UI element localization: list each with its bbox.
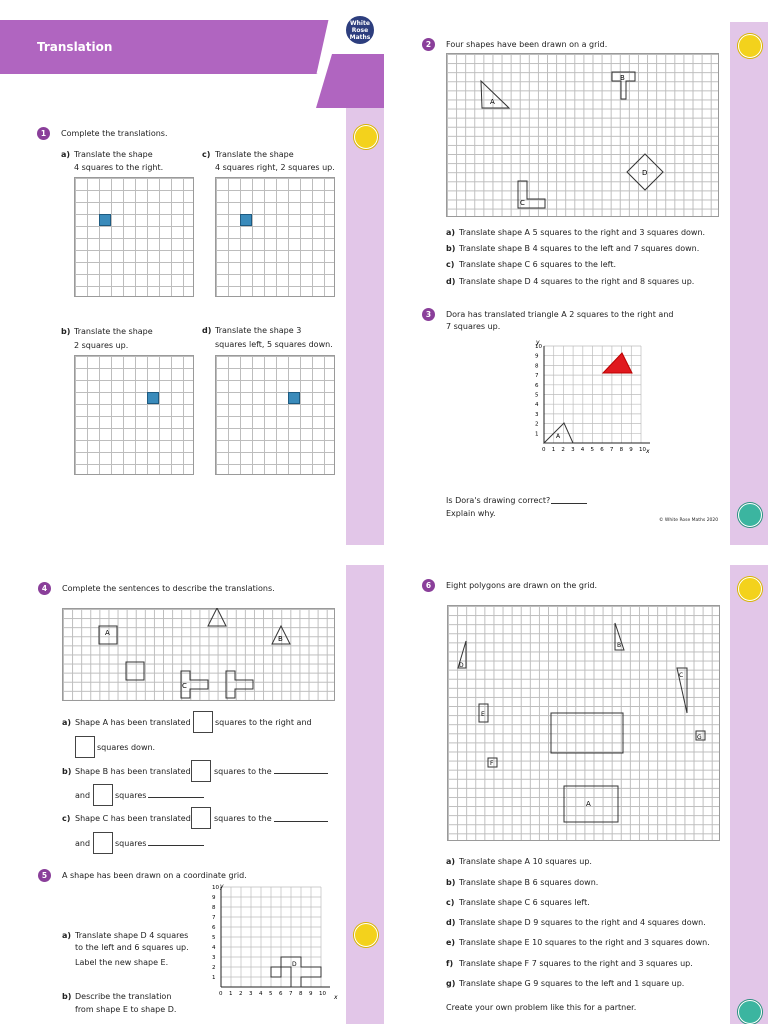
pencil-icon	[354, 923, 378, 947]
y-tick-label: 1	[212, 975, 216, 981]
y-tick-label: 8	[212, 905, 216, 911]
q4a-label: a)	[62, 718, 72, 727]
x-tick-label: 7	[289, 991, 293, 997]
x-tick-label: 8	[299, 991, 303, 997]
q4b-label: b)	[62, 767, 72, 776]
x-tick-label: 3	[249, 991, 253, 997]
x-tick-label: 9	[629, 447, 633, 453]
q3-label-a: A	[556, 433, 561, 440]
q4a-text-2: squares to the right and	[215, 718, 312, 727]
q6c-text: Translate shape C 6 squares left.	[459, 898, 590, 907]
x-tick-label: 4	[580, 447, 585, 453]
y-tick-label: 9	[212, 895, 216, 901]
q1a-line1: Translate the shape	[74, 150, 153, 159]
q3-prompt-1: Dora has translated triangle A 2 squares to the right and	[446, 310, 674, 319]
question-number-6: 6	[422, 579, 435, 592]
q2-prompt: Four shapes have been drawn on a grid.	[446, 40, 608, 49]
q2-shape-a	[481, 81, 509, 108]
q6b-text: Translate shape B 6 squares down.	[459, 878, 599, 887]
x-tick-label: 3	[571, 447, 575, 453]
q4-shape-c-image	[226, 671, 253, 698]
q3-axis-x-label: x	[646, 448, 650, 455]
title-banner	[0, 0, 384, 110]
x-tick-label: 2	[561, 447, 565, 453]
q6-label-d: D	[459, 662, 464, 669]
q3-explain: Explain why.	[446, 509, 496, 518]
q4b-answer-box-1[interactable]	[191, 760, 211, 782]
question-number-3: 3	[422, 308, 435, 321]
x-tick-label: 10	[319, 991, 326, 997]
pencil-icon	[738, 34, 762, 58]
y-tick-label: 9	[535, 353, 539, 360]
q2-label-a: A	[490, 98, 495, 106]
x-tick-label: 8	[619, 447, 624, 453]
q5b-line1: Describe the translation	[75, 992, 172, 1001]
q5-coordinate-grid[interactable]	[208, 884, 348, 1004]
grid-1c[interactable]	[215, 177, 335, 297]
q1b-line1: Translate the shape	[74, 327, 153, 336]
q1b-line2: 2 squares up.	[74, 341, 129, 350]
grid-1a[interactable]	[74, 177, 194, 297]
question-number-1: 1	[37, 127, 50, 140]
q5-axis-y-label: y	[220, 884, 224, 890]
q2a-text: Translate shape A 5 squares to the right and 3 squares down.	[459, 228, 706, 237]
q6d-text: Translate shape D 9 squares to the right and 4 squares down.	[459, 918, 706, 927]
q1d-label: d)	[202, 326, 212, 335]
q4c-text-1: Shape C has been translated	[75, 814, 191, 823]
q5a-line3: Label the new shape E.	[75, 958, 169, 967]
grid-q4[interactable]	[62, 608, 335, 701]
q4b-text-4: squares	[115, 791, 147, 800]
q6a-label: a)	[446, 857, 456, 866]
q6c-label: c)	[446, 898, 455, 907]
q6-footer: Create your own problem like this for a partner.	[446, 1003, 637, 1012]
q4c-answer-box-1[interactable]	[191, 807, 211, 829]
q1b-label: b)	[61, 327, 71, 336]
q6e-text: Translate shape E 10 squares to the right and 3 squares down.	[459, 938, 710, 947]
q6-shape-a	[564, 786, 618, 822]
q2c-text: Translate shape C 6 squares to the left.	[459, 260, 617, 269]
pencil-icon	[354, 125, 378, 149]
q4-label-c: C	[182, 682, 187, 690]
grid-q6[interactable]	[447, 605, 720, 841]
teacup-icon	[738, 1000, 762, 1024]
q1c-label: c)	[202, 150, 211, 159]
x-tick-label: 0	[219, 991, 223, 997]
q4-prompt: Complete the sentences to describe the translations.	[62, 584, 275, 593]
q6-label-b: B	[617, 642, 622, 649]
q1a-label: a)	[61, 150, 71, 159]
x-tick-label: 7	[609, 447, 614, 453]
x-tick-label: 9	[309, 991, 313, 997]
y-tick-label: 2	[535, 421, 539, 428]
q4c-direction-line-1[interactable]	[274, 821, 328, 822]
q4a-text-1: Shape A has been translated	[75, 718, 191, 727]
grid-1b[interactable]	[74, 355, 194, 475]
q6e-label: e)	[446, 938, 456, 947]
q3-prompt-2: 7 squares up.	[446, 322, 501, 331]
q5b-line2: from shape E to shape D.	[75, 1005, 177, 1014]
y-tick-label: 2	[212, 965, 216, 971]
q4b-direction-line-2[interactable]	[148, 797, 204, 798]
q4a-answer-box-1[interactable]	[193, 711, 213, 733]
x-tick-label: 0	[542, 447, 546, 453]
question-number-2: 2	[422, 38, 435, 51]
y-tick-label: 6	[212, 925, 216, 931]
q2-label-d: D	[642, 169, 648, 177]
y-tick-label: 6	[535, 382, 539, 389]
worksheet-page-3	[0, 565, 384, 1024]
q4c-text-4: squares	[115, 839, 147, 848]
q4b-text-3: and	[75, 791, 91, 800]
q1-prompt: Complete the translations.	[61, 129, 168, 138]
q5-label-d: D	[292, 961, 297, 968]
q1c-line1: Translate the shape	[215, 150, 294, 159]
q5a-label: a)	[62, 931, 72, 940]
q2b-label: b)	[446, 244, 456, 253]
q2-label-b: B	[620, 74, 625, 82]
x-tick-label: 5	[590, 447, 594, 453]
x-tick-label: 10	[639, 447, 646, 453]
worksheet-page-1	[0, 0, 384, 545]
page-title: Translation	[37, 40, 113, 54]
y-tick-label: 3	[535, 411, 539, 418]
q6-label-f: F	[490, 760, 494, 767]
x-tick-label: 1	[229, 991, 233, 997]
q3-answer-line[interactable]	[551, 503, 587, 504]
q4-label-a: A	[105, 629, 110, 637]
q2c-label: c)	[446, 260, 455, 269]
q3-axis-y-label: y	[536, 340, 540, 346]
y-tick-label: 7	[535, 373, 539, 380]
q4-label-b: B	[278, 635, 283, 643]
q6d-label: d)	[446, 918, 456, 927]
q6g-label: g)	[446, 979, 456, 988]
q5b-label: b)	[62, 992, 72, 1001]
q4b-direction-line-1[interactable]	[274, 773, 328, 774]
y-tick-label: 7	[212, 915, 216, 921]
x-tick-label: 5	[269, 991, 273, 997]
q6-label-e: E	[481, 711, 485, 718]
q1d-line2: squares left, 5 squares down.	[215, 340, 333, 349]
x-tick-label: 1	[551, 447, 556, 453]
q6f-text: Translate shape F 7 squares to the right and 3 squares up.	[459, 959, 693, 968]
q6f-label: f)	[446, 959, 454, 968]
side-strip	[730, 22, 768, 545]
q4b-text-2: squares to the	[214, 767, 272, 776]
q5a-line1: Translate shape D 4 squares	[75, 931, 189, 940]
q2b-text: Translate shape B 4 squares to the left and 7 squares down.	[459, 244, 700, 253]
q6-label-a: A	[586, 800, 591, 808]
q6g-text: Translate shape G 9 squares to the left and 1 square up.	[459, 979, 685, 988]
y-tick-label: 5	[212, 935, 216, 941]
q4c-direction-line-2[interactable]	[148, 845, 204, 846]
grid-q2[interactable]	[446, 53, 719, 217]
q4b-answer-box-2[interactable]	[93, 784, 113, 806]
q2d-text: Translate shape D 4 squares to the right and 8 squares up.	[459, 277, 695, 286]
q4a-answer-box-2[interactable]	[75, 736, 95, 758]
side-strip	[730, 565, 768, 1024]
q6b-label: b)	[446, 878, 456, 887]
y-tick-label: 10	[212, 885, 219, 891]
q5-axis-x-label: x	[334, 994, 338, 1001]
grid-1d[interactable]	[215, 355, 335, 475]
q6-label-c: C	[679, 672, 684, 679]
question-number-5: 5	[38, 869, 51, 882]
q4c-text-3: and	[75, 839, 91, 848]
q4-shape-b-image	[208, 608, 226, 626]
question-number-4: 4	[38, 582, 51, 595]
y-tick-label: 8	[535, 363, 539, 370]
q1c-line2: 4 squares right, 2 squares up.	[215, 163, 335, 172]
q4c-answer-box-2[interactable]	[93, 832, 113, 854]
q2a-label: a)	[446, 228, 456, 237]
y-tick-label: 1	[535, 431, 539, 438]
y-tick-label: 10	[535, 344, 542, 350]
q2-label-c: C	[520, 199, 525, 207]
y-tick-label: 5	[535, 392, 539, 399]
x-tick-label: 6	[600, 447, 604, 453]
pencil-icon	[738, 577, 762, 601]
q4b-text-1: Shape B has been translated	[75, 767, 191, 776]
q5a-line2: to the left and 6 squares up.	[75, 943, 189, 952]
q6-shape-h	[551, 713, 623, 753]
worksheet-page-2	[384, 0, 768, 545]
q2d-label: d)	[446, 277, 456, 286]
white-rose-maths-logo: White Rose Maths	[344, 14, 376, 46]
y-tick-label: 4	[535, 402, 539, 409]
x-tick-label: 2	[239, 991, 243, 997]
side-strip	[346, 565, 384, 1024]
y-tick-label: 3	[212, 955, 216, 961]
copyright: © White Rose Maths 2020	[659, 518, 719, 523]
q4c-text-2: squares to the	[214, 814, 272, 823]
q3-coordinate-grid[interactable]	[524, 340, 674, 466]
q4c-label: c)	[62, 814, 71, 823]
q4a-text-3: squares down.	[97, 743, 156, 752]
q6-label-g: G	[697, 734, 702, 741]
q5-prompt: A shape has been drawn on a coordinate grid.	[62, 871, 247, 880]
teacup-icon	[738, 503, 762, 527]
q3-question: Is Dora's drawing correct?	[446, 496, 551, 505]
x-tick-label: 4	[259, 991, 263, 997]
y-tick-label: 4	[212, 945, 216, 951]
q6a-text: Translate shape A 10 squares up.	[459, 857, 592, 866]
q1d-line1: Translate the shape 3	[215, 326, 302, 335]
side-strip	[346, 108, 384, 545]
x-tick-label: 6	[279, 991, 283, 997]
q1a-line2: 4 squares to the right.	[74, 163, 164, 172]
q4-shape-a-image	[126, 662, 144, 680]
q6-prompt: Eight polygons are drawn on the grid.	[446, 581, 598, 590]
worksheet-page-4	[384, 565, 768, 1024]
